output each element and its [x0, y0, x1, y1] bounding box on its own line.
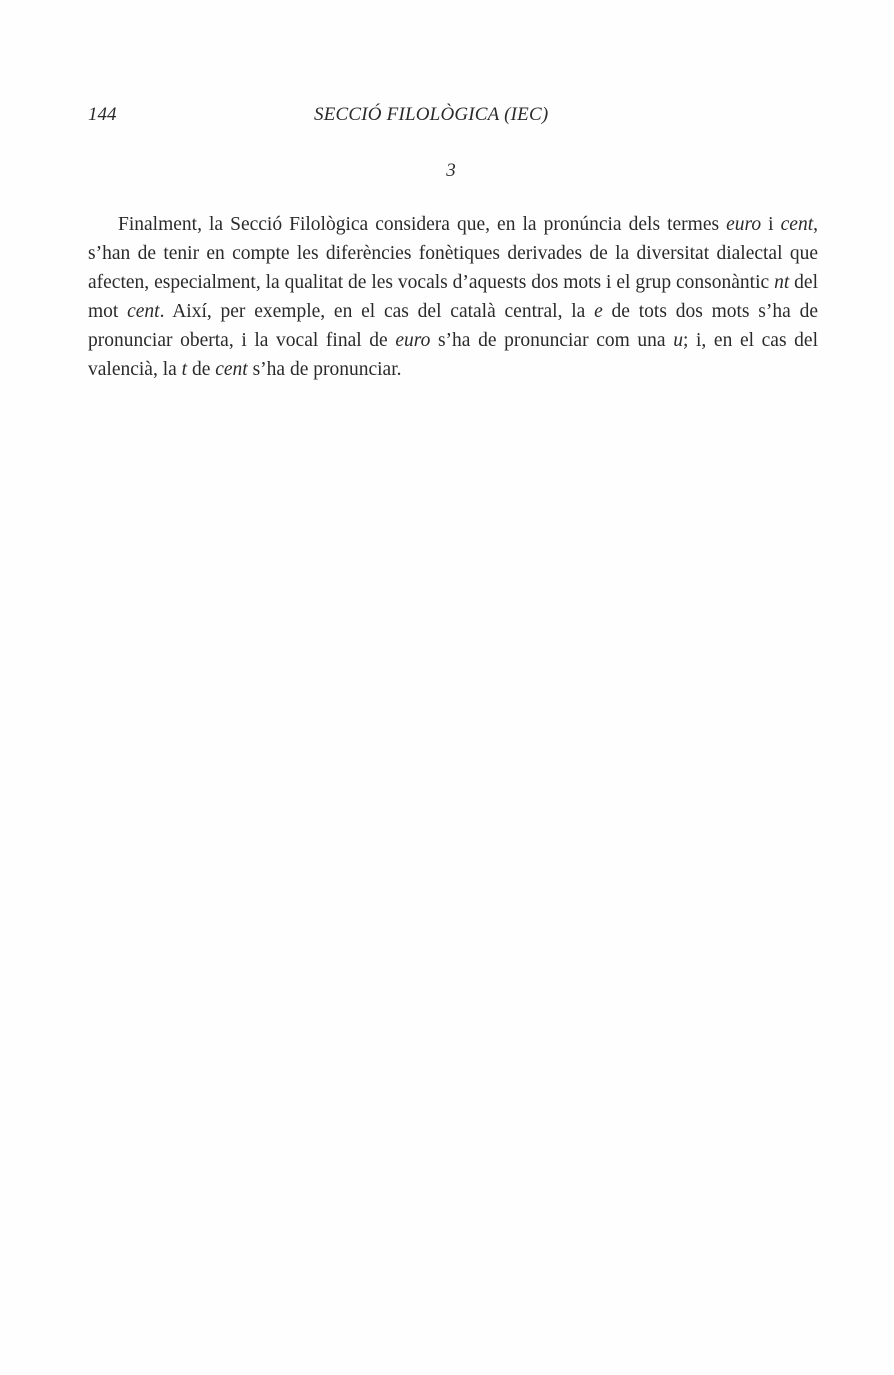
text-run: s’ha de pronunciar.: [247, 359, 402, 380]
body-paragraph: [88, 210, 818, 384]
term-nt: nt: [774, 272, 790, 293]
running-title: SECCIÓ FILOLÒGICA (IEC): [314, 104, 549, 125]
text-run: de tots dos mots s’ha de pronunciar oberta, i la vocal final de: [88, 301, 818, 351]
text-run: i: [761, 214, 781, 235]
text-run: del mot: [88, 272, 818, 322]
text-run: ; i, en el cas del valencià, la: [88, 330, 818, 380]
section-heading: [0, 160, 894, 182]
text-run: de: [187, 359, 216, 380]
term-euro: euro: [395, 330, 431, 351]
term-euro: euro: [726, 214, 762, 235]
text-run: Finalment, la Secció Filològica considera que, en la pronúncia dels termes: [118, 214, 727, 235]
section-number: 3: [446, 160, 456, 181]
term-t: t: [181, 359, 188, 380]
text-run: . Així, per exemple, en el cas del català central, la: [159, 301, 595, 322]
term-u: u: [673, 330, 683, 351]
term-cent: cent: [127, 301, 160, 322]
page-number: 144: [88, 104, 117, 125]
text-run: , s’han de tenir en compte les diferències fonètiques derivades de la diversitat dialectal que afecten, especialment, la qualitat de les vocals d’aquests dos mots i el grup consonàntic: [88, 214, 818, 293]
term-e: e: [594, 301, 603, 322]
term-cent: cent: [780, 214, 814, 235]
term-cent: cent: [215, 359, 248, 380]
running-header: [88, 100, 818, 130]
text-run: s’ha de pronunciar com una: [430, 330, 674, 351]
